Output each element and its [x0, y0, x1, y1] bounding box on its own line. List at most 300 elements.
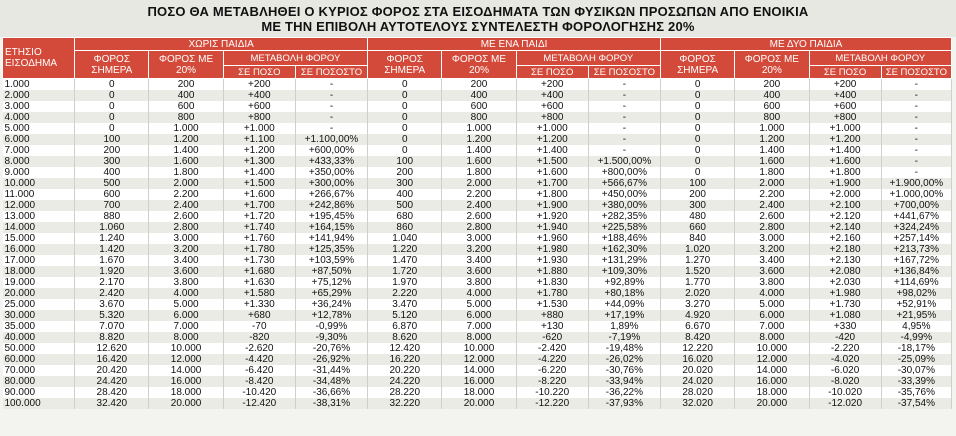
income-cell: 25.000	[3, 299, 75, 310]
tax-today-cell: 20.020	[661, 365, 735, 376]
change-percent-cell: -31,44%	[295, 365, 367, 376]
table-row	[3, 101, 952, 112]
change-amount-cell: +1.530	[516, 299, 588, 310]
table-row	[3, 343, 952, 354]
tax-today-cell: 300	[368, 178, 442, 189]
tax-20-cell: 4.000	[735, 288, 809, 299]
change-percent-cell: -	[881, 101, 951, 112]
change-percent-cell: -	[295, 79, 367, 91]
table-row	[3, 310, 952, 321]
tax-today-cell: 0	[661, 101, 735, 112]
group-header-one-child: ΜΕ ΕΝΑ ΠΑΙΔΙ	[368, 38, 661, 51]
tax-20-cell: 3.200	[149, 244, 223, 255]
tax-20-cell: 1.200	[149, 134, 223, 145]
tax-today-header	[661, 51, 735, 79]
tax-today-cell: 1.220	[368, 244, 442, 255]
tax-today-cell: 400	[368, 189, 442, 200]
change-amount-cell: +330	[809, 321, 881, 332]
tax-today-line1: ΦΟΡΟΣ	[93, 53, 130, 65]
change-percent-cell: -	[881, 123, 951, 134]
group-header-two-children: ΜΕ ΔΥΟ ΠΑΙΔΙΑ	[661, 38, 952, 51]
tax-20-cell: 18.000	[442, 387, 516, 398]
income-cell: 13.000	[3, 211, 75, 222]
table-row	[3, 200, 952, 211]
change-amount-cell: +1.680	[223, 266, 295, 277]
change-amount-cell: +1.400	[516, 145, 588, 156]
tax-today-cell: 660	[661, 222, 735, 233]
tax-today-cell: 1.420	[75, 244, 149, 255]
tax-today-cell: 500	[368, 200, 442, 211]
change-percent-header: ΣΕ ΠΟΣΟΣΤΟ	[588, 66, 660, 79]
change-amount-cell: -420	[809, 332, 881, 343]
tax-today-cell: 7.070	[75, 321, 149, 332]
tax-today-header	[368, 51, 442, 79]
tax-today-line2: ΣΗΜΕΡΑ	[91, 64, 133, 76]
tax-20-cell: 1.800	[149, 167, 223, 178]
tax-20-cell: 1.400	[149, 145, 223, 156]
change-percent-header: ΣΕ ΠΟΣΟΣΤΟ	[295, 66, 367, 79]
change-percent-cell: +257,14%	[881, 233, 951, 244]
change-percent-cell: +162,30%	[588, 244, 660, 255]
income-cell: 11.000	[3, 189, 75, 200]
change-percent-cell: -	[881, 134, 951, 145]
table-row	[3, 145, 952, 156]
change-amount-cell: +600	[809, 101, 881, 112]
tax-change-header: ΜΕΤΑΒΟΛΗ ΦΟΡΟΥ	[809, 51, 952, 66]
tax-20-cell: 12.000	[149, 354, 223, 365]
table-row	[3, 277, 952, 288]
tax-today-cell: 16.220	[368, 354, 442, 365]
group-header-no-children: ΧΩΡΙΣ ΠΑΙΔΙΑ	[75, 38, 368, 51]
tax-20-cell: 4.000	[149, 288, 223, 299]
tax-20-cell: 1.400	[442, 145, 516, 156]
tax-today-cell: 0	[661, 145, 735, 156]
change-percent-cell: 1,89%	[588, 321, 660, 332]
change-amount-cell: +2.120	[809, 211, 881, 222]
income-cell: 20.000	[3, 288, 75, 299]
tax-20-cell: 4.000	[442, 288, 516, 299]
change-amount-cell: +600	[223, 101, 295, 112]
tax-20-cell: 1.800	[442, 167, 516, 178]
change-amount-cell: -6.220	[516, 365, 588, 376]
tax-today-cell: 2.020	[661, 288, 735, 299]
tax-today-cell: 1.720	[368, 266, 442, 277]
tax-20-cell: 2.400	[735, 200, 809, 211]
change-percent-cell: +433,33%	[295, 156, 367, 167]
change-percent-cell: +36,24%	[295, 299, 367, 310]
change-percent-cell: -38,31%	[295, 398, 367, 409]
tax-20-header	[149, 51, 223, 79]
tax-today-cell: 1.770	[661, 277, 735, 288]
tax-today-cell: 24.020	[661, 376, 735, 387]
table-row	[3, 299, 952, 310]
change-amount-cell: +200	[223, 79, 295, 91]
income-cell: 80.000	[3, 376, 75, 387]
tax-today-cell: 100	[661, 178, 735, 189]
tax-change-header: ΜΕΤΑΒΟΛΗ ΦΟΡΟΥ	[516, 51, 660, 66]
title-line-1: ΠΟΣΟ ΘΑ ΜΕΤΑΒΛΗΘΕΙ Ο ΚΥΡΙΟΣ ΦΟΡΟΣ ΣΤΑ ΕΙΣΟΔΗΜΑΤΑ ΤΩΝ ΦΥΣΙΚΩΝ ΠΡΟΣΩΠΩΝ ΑΠΟ ΕΝΟΙΚΙΑ	[147, 3, 809, 19]
change-percent-cell: -	[295, 101, 367, 112]
change-amount-cell: +1.400	[223, 167, 295, 178]
rent-tax-table	[2, 37, 952, 409]
tax-20-cell: 2.200	[149, 189, 223, 200]
change-percent-cell: +700,00%	[881, 200, 951, 211]
change-amount-cell: -70	[223, 321, 295, 332]
change-percent-cell: -37,54%	[881, 398, 951, 409]
change-amount-cell: -8.220	[516, 376, 588, 387]
tax-today-cell: 0	[661, 134, 735, 145]
tax-today-cell: 600	[75, 189, 149, 200]
tax-20-cell: 2.600	[442, 211, 516, 222]
income-cell: 3.000	[3, 101, 75, 112]
table-row	[3, 112, 952, 123]
tax-today-cell: 8.420	[661, 332, 735, 343]
tax-20-cell: 2.600	[735, 211, 809, 222]
change-amount-cell: +1.700	[516, 178, 588, 189]
income-cell: 6.000	[3, 134, 75, 145]
tax-today-line1: ΦΟΡΟΣ	[386, 53, 423, 65]
change-percent-cell: -	[588, 123, 660, 134]
tax-20-cell: 3.800	[442, 277, 516, 288]
tax-20-cell: 3.600	[735, 266, 809, 277]
tax-20-cell: 16.000	[149, 376, 223, 387]
tax-20-cell: 5.000	[735, 299, 809, 310]
change-amount-cell: -8.420	[223, 376, 295, 387]
change-amount-cell: +800	[516, 112, 588, 123]
tax-today-cell: 860	[368, 222, 442, 233]
tax-20-cell: 7.000	[735, 321, 809, 332]
change-percent-cell: -35,76%	[881, 387, 951, 398]
tax-today-header	[75, 51, 149, 79]
change-percent-cell: 4,95%	[881, 321, 951, 332]
income-cell: 15.000	[3, 233, 75, 244]
tax-20-cell: 18.000	[735, 387, 809, 398]
change-amount-cell: +130	[516, 321, 588, 332]
tax-today-cell: 200	[661, 189, 735, 200]
change-percent-cell: +87,50%	[295, 266, 367, 277]
change-percent-cell: -26,02%	[588, 354, 660, 365]
tax-today-cell: 0	[661, 156, 735, 167]
tax-20-cell: 8.000	[442, 332, 516, 343]
table-body	[3, 79, 952, 410]
income-cell: 40.000	[3, 332, 75, 343]
tax-today-cell: 0	[75, 79, 149, 91]
change-percent-cell: +441,67%	[881, 211, 951, 222]
table-row	[3, 167, 952, 178]
tax-20-cell: 12.000	[442, 354, 516, 365]
change-amount-cell: +1.780	[223, 244, 295, 255]
table-row	[3, 321, 952, 332]
income-cell: 17.000	[3, 255, 75, 266]
change-amount-cell: +1.880	[516, 266, 588, 277]
tax-today-cell: 0	[661, 167, 735, 178]
tax-20-cell: 2.200	[442, 189, 516, 200]
change-amount-cell: -620	[516, 332, 588, 343]
title-bar	[0, 0, 956, 37]
tax-today-cell: 28.220	[368, 387, 442, 398]
change-percent-cell: +44,09%	[588, 299, 660, 310]
tax-20-cell: 3.400	[442, 255, 516, 266]
change-percent-cell: -30,07%	[881, 365, 951, 376]
change-amount-cell: -4.420	[223, 354, 295, 365]
change-amount-cell: +400	[809, 90, 881, 101]
change-percent-cell: -	[295, 123, 367, 134]
tax-20-cell: 1.600	[442, 156, 516, 167]
title-line-2: ΜΕ ΤΗΝ ΕΠΙΒΟΛΗ ΑΥΤΟΤΕΛΟΥΣ ΣΥΝΤΕΛΕΣΤΗ ΦΟΡΟΛΟΓΗΣΗΣ 20%	[261, 18, 695, 34]
table-row	[3, 354, 952, 365]
change-amount-cell: +1.080	[809, 310, 881, 321]
tax-20-cell: 10.000	[149, 343, 223, 354]
change-percent-cell: +21,95%	[881, 310, 951, 321]
tax-20-header	[735, 51, 809, 79]
change-amount-cell: -12.420	[223, 398, 295, 409]
tax-today-cell: 100	[368, 156, 442, 167]
tax-today-cell: 5.120	[368, 310, 442, 321]
table-row	[3, 211, 952, 222]
change-percent-cell: -25,09%	[881, 354, 951, 365]
tax-20-cell: 8.000	[149, 332, 223, 343]
change-percent-cell: -	[295, 112, 367, 123]
tax-today-cell: 100	[75, 134, 149, 145]
tax-today-cell: 1.670	[75, 255, 149, 266]
income-header-line1: ΕΤΗΣΙΟ	[5, 47, 42, 58]
tax-today-cell: 0	[661, 112, 735, 123]
tax-20-cell: 16.000	[735, 376, 809, 387]
change-percent-cell: -	[588, 112, 660, 123]
tax-20-cell: 800	[735, 112, 809, 123]
tax-20-cell: 3.200	[735, 244, 809, 255]
change-amount-cell: +1.580	[223, 288, 295, 299]
tax-20-cell: 7.000	[442, 321, 516, 332]
change-amount-cell: +800	[223, 112, 295, 123]
tax-today-cell: 0	[368, 79, 442, 91]
table-row	[3, 178, 952, 189]
tax-20-line2: 20%	[468, 64, 489, 76]
change-amount-cell: +2.000	[809, 189, 881, 200]
change-amount-cell: +2.100	[809, 200, 881, 211]
tax-20-cell: 16.000	[442, 376, 516, 387]
tax-20-cell: 3.400	[149, 255, 223, 266]
change-amount-cell: -2.620	[223, 343, 295, 354]
tax-20-cell: 800	[442, 112, 516, 123]
change-percent-cell: +98,02%	[881, 288, 951, 299]
tax-today-cell: 2.220	[368, 288, 442, 299]
change-amount-cell: +1.600	[809, 156, 881, 167]
tax-today-cell: 20.420	[75, 365, 149, 376]
change-amount-cell: +2.130	[809, 255, 881, 266]
change-percent-cell: -20,76%	[295, 343, 367, 354]
tax-20-cell: 1.000	[735, 123, 809, 134]
change-amount-cell: +1.800	[516, 189, 588, 200]
tax-today-cell: 20.220	[368, 365, 442, 376]
change-percent-cell: +131,29%	[588, 255, 660, 266]
tax-today-cell: 0	[368, 90, 442, 101]
change-percent-cell: -	[881, 167, 951, 178]
change-percent-cell: +125,35%	[295, 244, 367, 255]
tax-20-cell: 14.000	[735, 365, 809, 376]
change-percent-cell: +195,45%	[295, 211, 367, 222]
tax-today-cell: 1.040	[368, 233, 442, 244]
income-cell: 5.000	[3, 123, 75, 134]
tax-today-line1: ΦΟΡΟΣ	[679, 53, 716, 65]
change-percent-cell: +242,86%	[295, 200, 367, 211]
tax-today-cell: 12.420	[368, 343, 442, 354]
change-amount-cell: +1.760	[223, 233, 295, 244]
change-percent-cell: -0,99%	[295, 321, 367, 332]
change-amount-cell: +1.980	[516, 244, 588, 255]
tax-20-cell: 2.600	[149, 211, 223, 222]
tax-today-cell: 880	[75, 211, 149, 222]
tax-today-cell: 6.670	[661, 321, 735, 332]
tax-today-cell: 2.420	[75, 288, 149, 299]
change-percent-cell: +380,00%	[588, 200, 660, 211]
change-percent-cell: +1.900,00%	[881, 178, 951, 189]
tax-today-cell: 6.870	[368, 321, 442, 332]
income-cell: 7.000	[3, 145, 75, 156]
tax-20-cell: 600	[149, 101, 223, 112]
change-amount-cell: +1.330	[223, 299, 295, 310]
change-amount-cell: +2.160	[809, 233, 881, 244]
change-percent-cell: -33,39%	[881, 376, 951, 387]
tax-20-line2: 20%	[761, 64, 782, 76]
change-percent-cell: +213,73%	[881, 244, 951, 255]
change-percent-cell: +12,78%	[295, 310, 367, 321]
tax-20-cell: 1.000	[442, 123, 516, 134]
tax-20-cell: 2.800	[442, 222, 516, 233]
tax-20-line1: ΦΟΡΟΣ ΜΕ	[451, 53, 507, 65]
change-amount-cell: +1.500	[223, 178, 295, 189]
tax-today-cell: 3.670	[75, 299, 149, 310]
change-amount-cell: +680	[223, 310, 295, 321]
tax-20-line2: 20%	[176, 64, 197, 76]
tax-20-cell: 10.000	[442, 343, 516, 354]
change-amount-cell: -12.020	[809, 398, 881, 409]
change-percent-cell: +266,67%	[295, 189, 367, 200]
change-amount-cell: -4.220	[516, 354, 588, 365]
tax-today-cell: 700	[75, 200, 149, 211]
table-row	[3, 398, 952, 409]
table-row	[3, 189, 952, 200]
tax-today-cell: 200	[368, 167, 442, 178]
tax-20-cell: 200	[735, 79, 809, 91]
tax-today-cell: 1.470	[368, 255, 442, 266]
change-percent-cell: +92,89%	[588, 277, 660, 288]
change-amount-cell: +2.140	[809, 222, 881, 233]
tax-20-cell: 3.800	[735, 277, 809, 288]
tax-today-cell: 28.020	[661, 387, 735, 398]
tax-20-cell: 800	[149, 112, 223, 123]
change-percent-cell: +80,18%	[588, 288, 660, 299]
tax-20-cell: 3.400	[735, 255, 809, 266]
income-cell: 35.000	[3, 321, 75, 332]
tax-today-cell: 5.320	[75, 310, 149, 321]
tax-today-cell: 24.220	[368, 376, 442, 387]
change-percent-cell: +300,00%	[295, 178, 367, 189]
tax-today-cell: 3.270	[661, 299, 735, 310]
change-amount-cell: -10.420	[223, 387, 295, 398]
tax-today-cell: 0	[661, 79, 735, 91]
change-percent-cell: +17,19%	[588, 310, 660, 321]
tax-today-cell: 3.470	[368, 299, 442, 310]
tax-today-cell: 16.020	[661, 354, 735, 365]
table-row	[3, 332, 952, 343]
tax-today-cell: 480	[661, 211, 735, 222]
table-row	[3, 123, 952, 134]
change-amount-cell: +800	[809, 112, 881, 123]
tax-today-cell: 1.270	[661, 255, 735, 266]
tax-today-cell: 8.820	[75, 332, 149, 343]
tax-today-cell: 28.420	[75, 387, 149, 398]
tax-20-cell: 20.000	[442, 398, 516, 409]
tax-20-cell: 20.000	[735, 398, 809, 409]
change-amount-cell: -2.220	[809, 343, 881, 354]
change-percent-cell: +136,84%	[881, 266, 951, 277]
change-percent-cell: -	[588, 90, 660, 101]
change-percent-cell: +1.500,00%	[588, 156, 660, 167]
tax-20-cell: 1.000	[149, 123, 223, 134]
tax-20-cell: 600	[735, 101, 809, 112]
tax-20-cell: 1.200	[735, 134, 809, 145]
income-cell: 12.000	[3, 200, 75, 211]
tax-today-cell: 1.920	[75, 266, 149, 277]
tax-today-cell: 0	[75, 112, 149, 123]
tax-20-cell: 14.000	[442, 365, 516, 376]
change-percent-cell: -7,19%	[588, 332, 660, 343]
change-amount-cell: +1.000	[223, 123, 295, 134]
change-percent-cell: +164,15%	[295, 222, 367, 233]
income-cell: 90.000	[3, 387, 75, 398]
change-percent-cell: +350,00%	[295, 167, 367, 178]
tax-today-cell: 2.170	[75, 277, 149, 288]
table-row	[3, 244, 952, 255]
table-row	[3, 365, 952, 376]
income-cell: 8.000	[3, 156, 75, 167]
tax-20-cell: 1.800	[735, 167, 809, 178]
tax-today-cell: 680	[368, 211, 442, 222]
tax-today-cell: 32.220	[368, 398, 442, 409]
tax-20-cell: 8.000	[735, 332, 809, 343]
change-percent-cell: -	[588, 79, 660, 91]
change-amount-cell: -2.420	[516, 343, 588, 354]
tax-today-cell: 4.920	[661, 310, 735, 321]
tax-20-cell: 400	[442, 90, 516, 101]
table-row	[3, 266, 952, 277]
change-percent-header: ΣΕ ΠΟΣΟΣΤΟ	[881, 66, 951, 79]
tax-20-cell: 3.000	[149, 233, 223, 244]
tax-20-cell: 12.000	[735, 354, 809, 365]
tax-20-cell: 3.800	[149, 277, 223, 288]
change-amount-cell: +1.200	[809, 134, 881, 145]
change-amount-cell: -820	[223, 332, 295, 343]
tax-today-cell: 1.520	[661, 266, 735, 277]
tax-20-cell: 2.000	[442, 178, 516, 189]
tax-today-cell: 1.970	[368, 277, 442, 288]
change-percent-cell: -	[881, 145, 951, 156]
tax-change-header: ΜΕΤΑΒΟΛΗ ΦΟΡΟΥ	[223, 51, 367, 66]
income-cell: 60.000	[3, 354, 75, 365]
change-amount-cell: +2.080	[809, 266, 881, 277]
tax-20-cell: 6.000	[442, 310, 516, 321]
change-amount-cell: -12.220	[516, 398, 588, 409]
change-amount-cell: +200	[516, 79, 588, 91]
income-cell: 30.000	[3, 310, 75, 321]
tax-today-cell: 8.620	[368, 332, 442, 343]
change-amount-header: ΣΕ ΠΟΣΟ	[223, 66, 295, 79]
tax-20-cell: 200	[149, 79, 223, 91]
change-percent-cell: +282,35%	[588, 211, 660, 222]
tax-today-cell: 12.620	[75, 343, 149, 354]
table-row	[3, 156, 952, 167]
